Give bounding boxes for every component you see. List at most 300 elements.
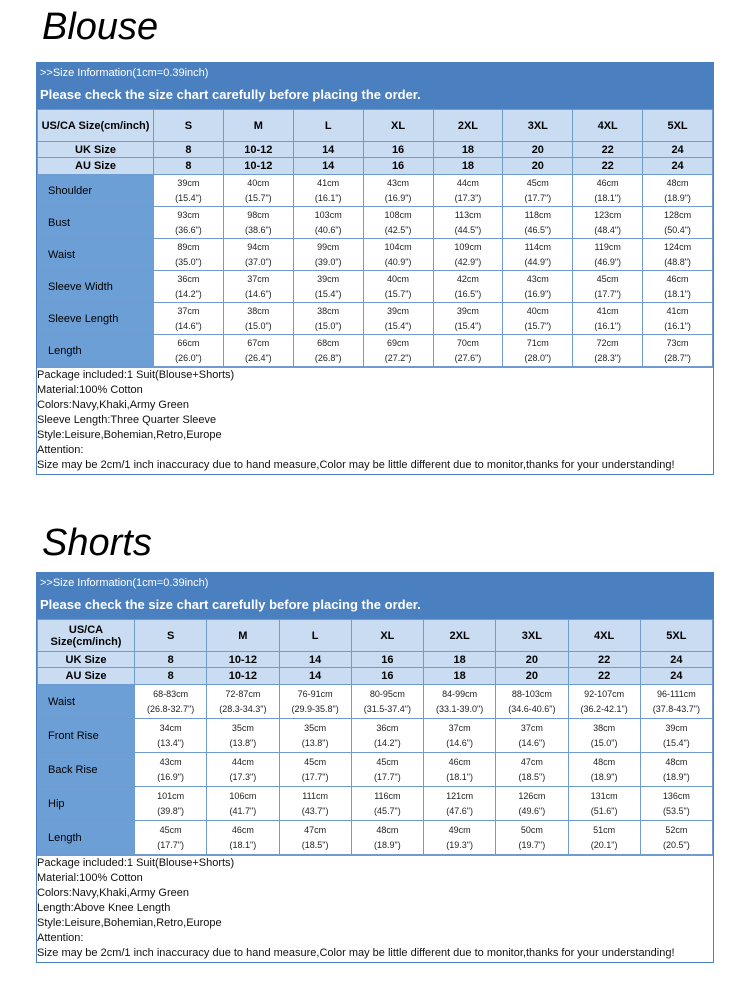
inch-value: (16.5") <box>454 288 482 299</box>
uk-size-value: 20 <box>496 652 568 668</box>
cm-value: 45cm <box>376 756 399 767</box>
au-size-value: 20 <box>496 668 568 685</box>
measurement-cell <box>424 787 496 821</box>
inch-value: (18.5") <box>518 771 546 782</box>
inch-value: (15.4") <box>384 320 412 331</box>
inch-value: (26.0") <box>175 352 202 363</box>
cm-value: 89cm <box>177 241 200 252</box>
info-banner <box>37 63 713 109</box>
cm-value: 109cm <box>454 241 482 252</box>
measurement-cell <box>135 821 207 855</box>
inch-value: (39.0") <box>314 256 342 267</box>
cm-value: 42cm <box>456 273 479 284</box>
measurement-row <box>38 821 713 855</box>
measurement-cell <box>223 239 293 271</box>
cm-value: 70cm <box>456 337 479 348</box>
cm-value: 34cm <box>159 722 182 733</box>
size-column-header: 2XL <box>424 620 496 652</box>
size-column-header: XL <box>363 110 433 142</box>
inch-value: (18.9") <box>663 771 690 782</box>
inch-value: (14.6") <box>518 737 546 748</box>
cm-value: 35cm <box>304 722 327 733</box>
inch-value: (34.6-40.6") <box>508 703 556 714</box>
cm-value: 39cm <box>665 722 688 733</box>
inch-value: (42.9") <box>454 256 482 267</box>
cm-value: 41cm <box>666 305 689 316</box>
cm-value: 118cm <box>524 209 551 220</box>
cm-value: 45cm <box>304 756 327 767</box>
measurement-label: Waist <box>38 239 154 271</box>
measurement-cell <box>154 239 224 271</box>
inch-value: (20.1") <box>590 839 618 850</box>
inch-value: (16.9") <box>524 288 552 299</box>
inch-value: (33.1-39.0") <box>436 703 484 714</box>
uk-size-value: 22 <box>568 652 640 668</box>
measurement-cell <box>279 787 351 821</box>
inch-value: (15.4") <box>314 288 342 299</box>
au-size-value: 8 <box>135 668 207 685</box>
measurement-cell <box>433 175 503 207</box>
cm-value: 43cm <box>159 756 182 767</box>
measurement-label: Length <box>38 335 154 367</box>
note-line: Style:Leisure,Bohemian,Retro,Europe <box>37 429 222 441</box>
measurement-cell <box>207 753 279 787</box>
cm-value: 38cm <box>317 305 340 316</box>
measurement-cell <box>154 303 224 335</box>
cm-value: 126cm <box>518 790 546 801</box>
measurement-cell <box>503 335 573 367</box>
inch-value: (19.3") <box>446 839 473 850</box>
measurement-cell <box>154 207 224 239</box>
au-size-value: 24 <box>640 668 712 685</box>
note-line: Attention: <box>37 932 84 944</box>
product-notes <box>37 367 713 474</box>
cm-value: 119cm <box>594 241 621 252</box>
inch-value: (13.8") <box>229 737 257 748</box>
inch-value: (14.6") <box>244 288 272 299</box>
size-column-header: 2XL <box>433 110 503 142</box>
measurement-cell <box>293 271 363 303</box>
size-column-header: XL <box>351 620 423 652</box>
uk-size-value: 16 <box>363 142 433 158</box>
measurement-cell <box>363 303 433 335</box>
inch-value: (39.8") <box>157 805 184 816</box>
inch-value: (28.7") <box>664 352 691 363</box>
inch-value: (16.9") <box>384 192 412 203</box>
au-size-label: AU Size <box>38 668 135 685</box>
cm-value: 49cm <box>448 824 471 835</box>
measurement-row <box>38 271 713 303</box>
size-column-header: L <box>293 110 363 142</box>
inch-value: (48.8") <box>664 256 691 267</box>
cm-value: 92-107cm <box>584 688 625 699</box>
cm-value: 43cm <box>526 273 549 284</box>
measurement-cell <box>207 719 279 753</box>
measurement-cell <box>135 685 207 719</box>
measurement-row <box>38 175 713 207</box>
cm-value: 46cm <box>231 824 254 835</box>
measurement-cell <box>568 821 640 855</box>
measurement-cell <box>154 271 224 303</box>
measurement-label: Front Rise <box>38 719 135 753</box>
cm-value: 47cm <box>520 756 543 767</box>
cm-value: 36cm <box>376 722 399 733</box>
cm-value: 116cm <box>374 790 401 801</box>
uk-size-value: 24 <box>640 652 712 668</box>
inch-value: (18.9") <box>590 771 618 782</box>
note-line: Style:Leisure,Bohemian,Retro,Europe <box>37 917 222 929</box>
measurement-cell <box>496 753 568 787</box>
measurement-cell <box>573 271 643 303</box>
size-table <box>37 619 713 855</box>
blouse-title: Blouse <box>42 6 159 48</box>
size-column-header: 3XL <box>503 110 573 142</box>
inch-value: (15.4") <box>663 737 690 748</box>
inch-value: (47.6") <box>446 805 473 816</box>
measurement-cell <box>207 821 279 855</box>
inch-value: (18.1") <box>229 839 257 850</box>
inch-value: (18.1") <box>446 771 473 782</box>
au-size-value: 16 <box>351 668 423 685</box>
cm-value: 106cm <box>229 790 257 801</box>
measurement-cell <box>433 207 503 239</box>
measurement-cell <box>568 685 640 719</box>
measurement-cell <box>643 207 713 239</box>
inch-value: (41.7") <box>229 805 257 816</box>
measurement-cell <box>279 685 351 719</box>
inch-value: (17.7") <box>301 771 329 782</box>
cm-value: 48cm <box>665 756 688 767</box>
note-line: Colors:Navy,Khaki,Army Green <box>37 887 190 899</box>
measurement-cell <box>293 207 363 239</box>
cm-value: 124cm <box>664 241 692 252</box>
measurement-row <box>38 753 713 787</box>
measurement-cell <box>573 239 643 271</box>
measurement-cell <box>573 335 643 367</box>
au-size-value: 14 <box>293 158 363 175</box>
inch-value: (17.3") <box>229 771 257 782</box>
measurement-cell <box>351 821 423 855</box>
measurement-cell <box>640 753 712 787</box>
inch-value: (53.5") <box>663 805 690 816</box>
inch-value: (36.2-42.1") <box>580 703 628 714</box>
cm-value: 46cm <box>596 177 619 188</box>
cm-value: 71cm <box>526 337 549 348</box>
inch-value: (27.6") <box>454 352 482 363</box>
shorts-size-chart <box>36 572 714 963</box>
cm-value: 46cm <box>666 273 689 284</box>
note-line: Sleeve Length:Three Quarter Sleeve <box>37 414 217 426</box>
measurement-cell <box>351 685 423 719</box>
measurement-cell <box>154 175 224 207</box>
cm-value: 68-83cm <box>153 688 189 699</box>
uk-size-value: 8 <box>154 142 224 158</box>
inch-value: (20.5") <box>663 839 690 850</box>
cm-value: 45cm <box>526 177 549 188</box>
measurement-label: Hip <box>38 787 135 821</box>
inch-value: (27.2") <box>384 352 412 363</box>
inch-value: (16.1") <box>594 320 622 331</box>
blouse-size-chart <box>36 62 714 475</box>
inch-value: (13.8") <box>301 737 329 748</box>
cm-value: 131cm <box>590 790 618 801</box>
measurement-cell <box>573 207 643 239</box>
uk-size-value: 14 <box>293 142 363 158</box>
cm-value: 66cm <box>177 337 200 348</box>
inch-value: (36.6") <box>175 224 202 235</box>
measurement-cell <box>573 303 643 335</box>
cm-value: 43cm <box>387 177 410 188</box>
measurement-cell <box>573 175 643 207</box>
inch-value: (18.1") <box>664 288 691 299</box>
size-column-header: 3XL <box>496 620 568 652</box>
size-column-header: 4XL <box>573 110 643 142</box>
measurement-cell <box>363 175 433 207</box>
measurement-cell <box>363 271 433 303</box>
measurement-cell <box>363 207 433 239</box>
size-info-text: >>Size Information(1cm=0.39inch) <box>40 67 209 79</box>
measurement-cell <box>279 753 351 787</box>
cm-value: 41cm <box>596 305 619 316</box>
uk-size-value: 18 <box>424 652 496 668</box>
measurement-cell <box>207 685 279 719</box>
inch-value: (26.8") <box>314 352 342 363</box>
note-line: Package included:1 Suit(Blouse+Shorts) <box>37 857 235 869</box>
inch-value: (14.2") <box>175 288 202 299</box>
cm-value: 39cm <box>317 273 340 284</box>
inch-value: (37.0") <box>244 256 272 267</box>
inch-value: (28.3-34.3") <box>219 703 267 714</box>
measurement-cell <box>433 303 503 335</box>
cm-value: 46cm <box>448 756 471 767</box>
au-size-value: 10-12 <box>223 158 293 175</box>
cm-value: 121cm <box>446 790 474 801</box>
inch-value: (15.4") <box>175 192 202 203</box>
note-line: Size may be 2cm/1 inch inaccuracy due to hand measure,Color may be little different due to monitor,thanks for your understanding! <box>37 459 675 471</box>
inch-value: (16.1") <box>314 192 342 203</box>
note-line: Package included:1 Suit(Blouse+Shorts) <box>37 369 235 381</box>
inch-value: (51.6") <box>590 805 618 816</box>
measurement-cell <box>433 271 503 303</box>
size-column-header: M <box>223 110 293 142</box>
cm-value: 36cm <box>177 273 200 284</box>
measurement-label: Bust <box>38 207 154 239</box>
measurement-row <box>38 303 713 335</box>
cm-value: 40cm <box>247 177 270 188</box>
inch-value: (15.0") <box>244 320 272 331</box>
inch-value: (15.0") <box>590 737 618 748</box>
measurement-row <box>38 719 713 753</box>
inch-value: (16.1") <box>664 320 691 331</box>
inch-value: (16.9") <box>157 771 184 782</box>
inch-value: (15.7") <box>244 192 272 203</box>
inch-value: (31.5-37.4") <box>363 703 411 714</box>
measurement-cell <box>643 335 713 367</box>
inch-value: (29.9-35.8") <box>291 703 339 714</box>
measurement-row <box>38 335 713 367</box>
measurement-cell <box>496 719 568 753</box>
cm-value: 48cm <box>376 824 399 835</box>
measurement-cell <box>424 685 496 719</box>
measurement-cell <box>223 335 293 367</box>
measurement-cell <box>643 271 713 303</box>
uk-size-value: 18 <box>433 142 503 158</box>
measurement-cell <box>496 787 568 821</box>
measurement-cell <box>503 175 573 207</box>
cm-value: 96-111cm <box>657 688 696 699</box>
measurement-row <box>38 207 713 239</box>
au-size-value: 18 <box>424 668 496 685</box>
size-column-header: 4XL <box>568 620 640 652</box>
cm-value: 111cm <box>302 790 328 801</box>
inch-value: (18.1") <box>594 192 622 203</box>
cm-value: 48cm <box>593 756 616 767</box>
cm-value: 37cm <box>520 722 543 733</box>
measurement-cell <box>135 787 207 821</box>
inch-value: (15.7") <box>384 288 412 299</box>
cm-value: 45cm <box>159 824 182 835</box>
size-info-text: >>Size Information(1cm=0.39inch) <box>40 577 209 589</box>
measurement-cell <box>568 753 640 787</box>
measurement-label: Sleeve Length <box>38 303 154 335</box>
shorts-title: Shorts <box>42 522 152 564</box>
size-column-header: S <box>135 620 207 652</box>
measurement-cell <box>135 719 207 753</box>
cm-value: 73cm <box>666 337 689 348</box>
inch-value: (17.7") <box>374 771 401 782</box>
measurement-cell <box>351 719 423 753</box>
cm-value: 108cm <box>384 209 412 220</box>
au-size-value: 18 <box>433 158 503 175</box>
au-size-value: 20 <box>503 158 573 175</box>
note-line: Length:Above Knee Length <box>37 902 171 914</box>
cm-value: 51cm <box>593 824 616 835</box>
measurement-cell <box>643 175 713 207</box>
measurement-row <box>38 239 713 271</box>
measurement-cell <box>503 303 573 335</box>
measurement-cell <box>640 719 712 753</box>
cm-value: 67cm <box>247 337 270 348</box>
measurement-cell <box>223 271 293 303</box>
cm-value: 76-91cm <box>297 688 333 699</box>
measurement-cell <box>503 207 573 239</box>
measurement-cell <box>351 753 423 787</box>
measurement-cell <box>640 685 712 719</box>
inch-value: (43.7") <box>301 805 329 816</box>
note-line: Attention: <box>37 444 84 456</box>
size-header-label: US/CA Size(cm/inch) <box>38 110 154 142</box>
measurement-label: Sleeve Width <box>38 271 154 303</box>
note-line: Material:100% Cotton <box>37 872 143 884</box>
measurement-cell <box>293 175 363 207</box>
inch-value: (17.7") <box>157 839 184 850</box>
cm-value: 101cm <box>157 790 185 801</box>
size-column-header: 5XL <box>640 620 712 652</box>
measurement-cell <box>640 787 712 821</box>
measurement-cell <box>279 821 351 855</box>
cm-value: 72-87cm <box>225 688 261 699</box>
measurement-cell <box>363 335 433 367</box>
cm-value: 45cm <box>596 273 619 284</box>
measurement-cell <box>293 239 363 271</box>
inch-value: (17.7") <box>524 192 552 203</box>
cm-value: 94cm <box>247 241 270 252</box>
inch-value: (26.8-32.7") <box>147 703 195 714</box>
inch-value: (15.7") <box>524 320 552 331</box>
measurement-cell <box>223 175 293 207</box>
inch-value: (42.5") <box>384 224 412 235</box>
cm-value: 123cm <box>594 209 622 220</box>
measurement-cell <box>424 821 496 855</box>
cm-value: 93cm <box>177 209 200 220</box>
measurement-label: Waist <box>38 685 135 719</box>
inch-value: (40.9") <box>384 256 412 267</box>
inch-value: (18.5") <box>301 839 329 850</box>
au-size-label: AU Size <box>38 158 154 175</box>
cm-value: 38cm <box>593 722 616 733</box>
cm-value: 104cm <box>384 241 412 252</box>
uk-size-value: 16 <box>351 652 423 668</box>
size-table <box>37 109 713 367</box>
measurement-row <box>38 787 713 821</box>
measurement-cell <box>433 239 503 271</box>
measurement-cell <box>135 753 207 787</box>
cm-value: 39cm <box>177 177 200 188</box>
cm-value: 41cm <box>317 177 340 188</box>
cm-value: 72cm <box>596 337 619 348</box>
uk-size-label: UK Size <box>38 652 135 668</box>
au-size-value: 8 <box>154 158 224 175</box>
measurement-label: Shoulder <box>38 175 154 207</box>
measurement-cell <box>496 685 568 719</box>
inch-value: (35.0") <box>175 256 202 267</box>
measurement-cell <box>363 239 433 271</box>
cm-value: 99cm <box>317 241 340 252</box>
cm-value: 35cm <box>231 722 254 733</box>
inch-value: (14.6") <box>446 737 473 748</box>
au-size-value: 22 <box>568 668 640 685</box>
cm-value: 39cm <box>456 305 479 316</box>
measurement-label: Length <box>38 821 135 855</box>
info-banner <box>37 573 713 619</box>
inch-value: (14.6") <box>175 320 202 331</box>
measurement-cell <box>223 303 293 335</box>
cm-value: 39cm <box>387 305 410 316</box>
measurement-cell <box>424 753 496 787</box>
cm-value: 47cm <box>304 824 327 835</box>
inch-value: (13.4") <box>157 737 184 748</box>
uk-size-value: 14 <box>279 652 351 668</box>
note-line: Material:100% Cotton <box>37 384 143 396</box>
inch-value: (44.9") <box>524 256 552 267</box>
note-line: Colors:Navy,Khaki,Army Green <box>37 399 190 411</box>
inch-value: (17.3") <box>454 192 482 203</box>
measurement-row <box>38 685 713 719</box>
measurement-cell <box>568 787 640 821</box>
inch-value: (15.0") <box>314 320 342 331</box>
size-column-header: S <box>154 110 224 142</box>
inch-value: (17.7") <box>594 288 622 299</box>
measurement-cell <box>279 719 351 753</box>
inch-value: (40.6") <box>314 224 342 235</box>
cm-value: 40cm <box>387 273 410 284</box>
cm-value: 136cm <box>662 790 690 801</box>
measurement-cell <box>433 335 503 367</box>
size-column-header: L <box>279 620 351 652</box>
inch-value: (50.4") <box>664 224 691 235</box>
size-notice-text: Please check the size chart carefully before placing the order. <box>40 87 421 102</box>
measurement-cell <box>293 335 363 367</box>
